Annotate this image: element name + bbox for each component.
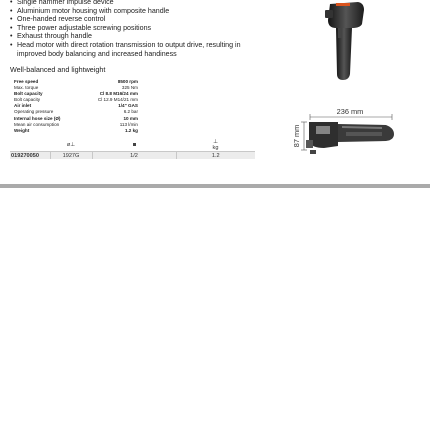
product-code: 019270050 <box>10 152 50 160</box>
spec-label: Air inlet <box>14 103 32 109</box>
spec-value: 1/4" GAS <box>118 103 138 109</box>
product-drive: 1/2 <box>92 152 176 160</box>
header-code <box>10 139 50 152</box>
spec-label: Weight <box>14 127 30 133</box>
height-dimension-label: 87 mm <box>292 124 301 148</box>
table-header-row <box>10 139 255 152</box>
spec-value: Cl 8.8 M16/24 mm <box>99 91 138 97</box>
feature-item: • Single hammer impulse device <box>10 0 250 7</box>
impact-wrench-photo <box>322 0 368 82</box>
spec-value: 1.2 kg <box>124 127 138 133</box>
spec-label: Bolt capacity <box>14 97 41 103</box>
feature-item: • Exhaust through handle <box>10 32 250 41</box>
product-weight: 1.2 <box>176 152 255 160</box>
spec-label: Mean air consumption <box>14 121 60 127</box>
features-list <box>10 0 250 58</box>
header-weight <box>176 139 255 152</box>
spec-value: 113 l/min <box>119 121 138 127</box>
product-code-table <box>10 139 255 159</box>
feature-item: • One-handed reverse control <box>10 15 250 24</box>
table-row <box>10 152 255 160</box>
header-model <box>50 139 92 152</box>
footer-divider <box>0 184 430 188</box>
product-model: 1927G <box>50 152 92 160</box>
spec-label: Operating pressure <box>14 109 54 115</box>
spec-label: Free speed <box>14 79 39 84</box>
weight-unit: kg <box>212 145 219 151</box>
feature-item: • Aluminium motor housing with composite handle <box>10 7 250 16</box>
spec-value: Cl 12.9 M14/21 mm <box>97 97 138 103</box>
feature-item: • Head motor with direct rotation transmission to output drive, resulting in improved body balancing and increased handiness <box>10 41 250 58</box>
weight-symbol-icon: ⊥ <box>213 139 218 145</box>
tool-dimension-drawing <box>282 106 402 158</box>
tagline: Well-balanced and lightweight <box>10 65 106 74</box>
spec-label: Max. torque <box>14 85 39 91</box>
spec-value: 325 Nm <box>121 85 138 91</box>
feature-item: • Three power adjustable screwing positions <box>10 24 250 33</box>
header-drive <box>92 139 176 152</box>
spec-label: Internal hose size (Ø) <box>14 115 61 121</box>
spec-weight <box>14 128 138 134</box>
diameter-symbol-icon: ø⊥ <box>66 142 76 148</box>
spec-sheet <box>14 79 138 134</box>
spec-value: 10 mm <box>123 115 138 121</box>
length-dimension-label: 236 mm <box>336 107 364 116</box>
spec-value: 8500 rpm <box>117 79 138 84</box>
spec-label: Bolt capacity <box>14 91 43 97</box>
spec-value: 6.2 bar <box>123 109 138 115</box>
square-drive-icon <box>133 143 136 146</box>
